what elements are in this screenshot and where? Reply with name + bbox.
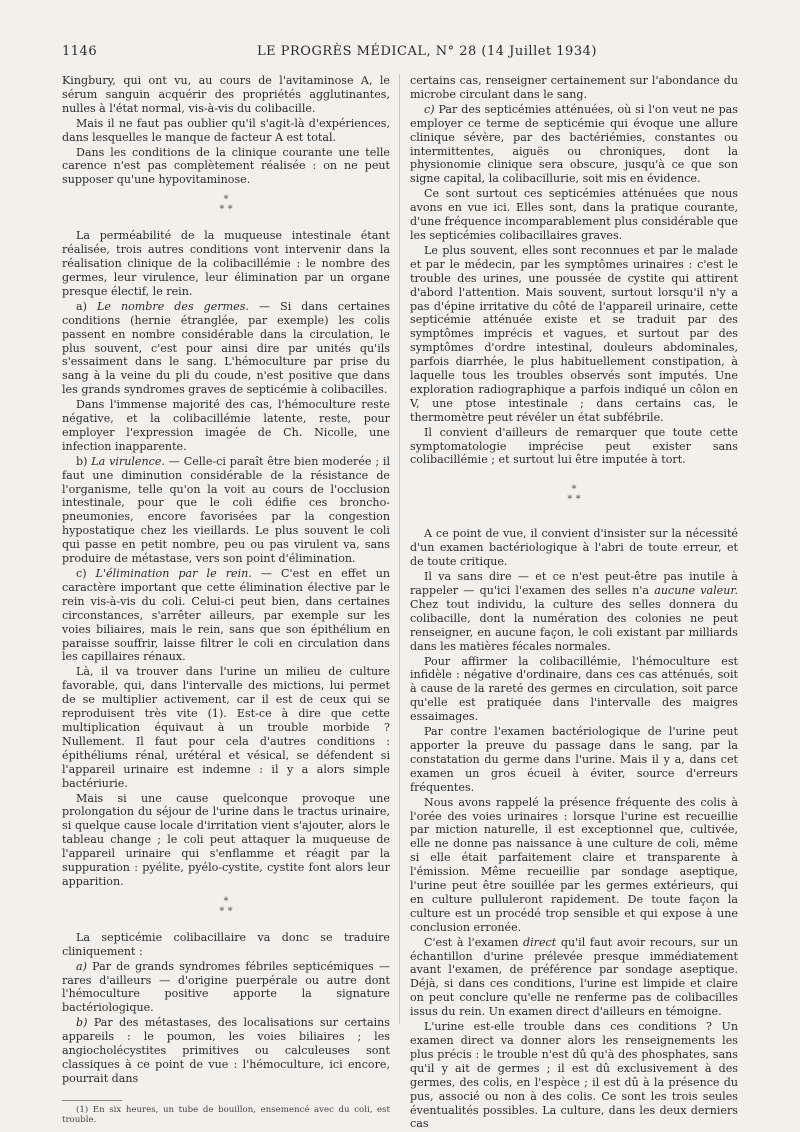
- paragraph: Dans l'immense majorité des cas, l'hémoculture reste négative, et la colibacillémie latente, reste, pour employer l'expression imagée de Ch. Nicolle, une infection inapparente.: [62, 398, 390, 453]
- footnote-rule: [62, 1100, 122, 1101]
- paragraph: A ce point de vue, il convient d'insister sur la nécessité d'un examen bactériologique à l'abri de toute erreur, et de toute critique.: [410, 527, 738, 569]
- paragraph: [410, 936, 738, 1019]
- page-header: [62, 44, 742, 62]
- text-run: C'est à l'examen: [424, 935, 524, 949]
- item-label: b): [76, 1016, 94, 1030]
- left-column: [62, 74, 390, 1127]
- paragraph: La septicémie colibacillaire va donc se traduire cliniquement :: [62, 930, 390, 958]
- paragraph: Mais si une cause quelconque provoque une prolongation du séjour de l'urine dans le tractus urinaire, si quelque cause locale d'irritation vient s'ajouter, alors le tableau change ; le coli peut attaquer la muqueuse de l'appareil urinaire qui s'enflamme et réagit par la suppuration : pyélite, pyélo-cystite, cystite font alors leur apparition.: [62, 791, 390, 888]
- paragraph: [62, 1016, 390, 1086]
- item-text: — Si dans certaines conditions (hernie étranglée, par exemple) les colis passent en nombre considérable dans la circulation, le plus souvent, c'est pour ainsi dire par unités qu'ils s'essaiment dans le sang. L'hémoculture par prise du sang à la veine du pli du coude, n'est positive que dans les grands syndromes graves de septicémie à colibacilles.: [62, 299, 390, 397]
- paragraph: Mais il ne faut pas oublier qu'il s'agit-là d'expériences, dans lesquelles le manque de facteur A est total.: [62, 116, 390, 144]
- running-title: LE PROGRÈS MÉDICAL, N° 28 (14 Juillet 1934): [257, 44, 597, 59]
- paragraph: Il convient d'ailleurs de remarquer que toute cette symptomatologie imprécise peut exister sans colibacillémie ; et surtout lui être imputée à tort.: [410, 425, 738, 467]
- paragraph: Dans les conditions de la clinique courante une telle carence n'est pas complètement réalisée : on ne peut supposer qu'une hypovitaminose.: [62, 145, 390, 187]
- paragraph: [62, 567, 390, 664]
- column-divider: [399, 74, 400, 1024]
- text-run: Chez tout individu, la culture des selles donnera du colibacille, dont la numération des colonies ne peut renseigner, en aucune façon, le coli existant par milliards dans les matières fécales normales.: [410, 597, 738, 653]
- paragraph: La perméabilité de la muqueuse intestinale étant réalisée, trois autres conditions vont intervenir dans la réalisation clinique de la colibacillémie : le nombre des germes, leur virulence, leur élimination par un organe presque électif, le rein.: [62, 229, 390, 298]
- emphasis: direct: [523, 935, 557, 949]
- item-label: a): [76, 959, 93, 973]
- section-separator: * * *: [219, 895, 233, 917]
- item-label: c): [424, 102, 439, 116]
- item-title: Le nombre des germes.: [96, 299, 249, 313]
- section-separator: * * *: [219, 194, 233, 216]
- item-title: La virulence.: [91, 454, 165, 468]
- item-text: Par des métastases, des localisations sur certains appareils : le poumon, les voies biliaires ; les angiocholécystites primitives ou calculeuses sont classiques à ce point de vue : l'hémoculture, ici encore, pourrait dans: [62, 1016, 390, 1085]
- paragraph: Le plus souvent, elles sont reconnues et par le malade et par le médecin, par les symptômes urinaires : c'est le trouble des urines, une poussée de cystite qui attirent d'abord l'attention. Mais souvent, surtout lorsqu'il n'y a pas d'épine irritative du côté de l'appareil urinaire, cette septicémie atténuée existe et se traduit par des symptômes imprécis et vagues, et surtout par des symptômes d'ordre intestinal, douleurs abdominales, parfois diarrhée, le plus habituellement constipation, à laquelle tous les troubles observés sont imputés. Une exploration radiographique a parfois indiqué un côlon en V, une ptose intestinale ; dans certains cas, le thermomètre peut révéler un état subfébrile.: [410, 243, 738, 424]
- paragraph: Pour affirmer la colibacillémie, l'hémoculture est infidèle : négative d'ordinaire, dans ces cas atténués, soit à cause de la rareté des germes en circulation, soit parce qu'elle est pratiquée dans l'intervalle des maigres essaimages.: [410, 654, 738, 724]
- text-run: Il va sans dire — et ce n'est peut-être pas inutile à rappeler — qu'ici l'examen des selles n'a: [410, 570, 738, 597]
- item-text: Par de grands syndromes fébriles septicémiques — rares d'ailleurs — d'origine puerpérale ou autre dont l'hémoculture positive apporte la signature bactériologique.: [62, 959, 391, 1015]
- paragraph: [62, 455, 390, 566]
- text-run: qu'il faut avoir recours, sur un échantillon d'urine prélevée presque immédiatement avant l'examen, de préférence par sondage aseptique. Déjà, si dans ces conditions, l'urine est limpide et claire on peut conclure qu'elle ne renferme pas de colibacilles issus du rein. Un examen direct d'ailleurs en témoigne.: [410, 935, 738, 1019]
- page-number: 1146: [62, 44, 98, 59]
- item-title: L'élimination par le rein.: [95, 567, 252, 580]
- paragraph: Ce sont surtout ces septicémies atténuées que nous avons en vue ici. Elles sont, dans la pratique courante, d'une fréquence incomparablement plus considérable que les septicémies colibacillaires graves.: [410, 187, 738, 242]
- paragraph: [410, 570, 738, 653]
- paragraph: Là, il va trouver dans l'urine un milieu de culture favorable, qui, dans l'intervalle des mictions, lui permet de se multiplier activement, car il est de ceux qui se reproduisent très vite (1). Est-ce à dire que cette multiplication équivaut à un trouble morbide ? Nullement. Il faut pour cela d'autres conditions : épithéliums rénal, urétéral et vésical, se défendent si l'appareil urinaire est indemne : il y a alors simple bactériurie.: [62, 665, 390, 790]
- paragraph: Kingbury, qui ont vu, au cours de l'avitaminose A, le sérum sanguin acquérir des propriétés agglutinantes, nulles à l'état normal, vis-à-vis du colibacille.: [62, 74, 390, 115]
- section-separator: * * *: [567, 484, 581, 506]
- item-label: b): [76, 454, 92, 468]
- item-label: a): [76, 299, 97, 313]
- paragraph: [62, 960, 390, 1016]
- paragraph: Nous avons rappelé la présence fréquente des colis à l'orée des voies urinaires : lorsque l'urine est recueillie par miction naturelle, il est exceptionnel que, cultivée, elle ne donne pas naissance à une culture de coli, même si elle était parfaitement claire et transparente à l'émission. Même recueillie par sondage aseptique, l'urine peut être souillée par les germes extérieurs, qui en culture pulluleront rapidement. De toute façon la culture est un procédé trop sensible et qui expose à une conclusion erronée.: [410, 795, 738, 934]
- item-label: c): [76, 567, 96, 580]
- item-text: Par des septicémies atténuées, où si l'on veut ne pas employer ce terme de septicémie qui évoque une allure clinique sévère, par des bactériémies, constantes ou intermittentes, aiguës ou chroniques, dont la physionomie clinique sera obscure, jusqu'à ce que son signe capital, la colibacillurie, soit mis en évidence.: [410, 102, 738, 186]
- footnote: (1) En six heures, un tube de bouillon, ensemencé avec du coli, est trouble.: [62, 1104, 390, 1126]
- emphasis: aucune valeur.: [654, 584, 739, 597]
- item-text: — C'est en effet un caractère important que cette élimination élective par le rein vis-à-vis du coli. Celui-ci peut bien, dans certaines circonstances, s'arrêter ailleurs, par exemple sur les voies biliaires, mais le rein, sans que son épithélium en paraisse souffrir, laisse filtrer le coli en circulation dans les capillaires rénaux.: [62, 567, 390, 664]
- paragraph: [62, 300, 390, 397]
- item-text: — Celle-ci paraît être bien moderée ; il faut une diminution considérable de la résistance de l'organisme, telle qu'on la voit au cours de l'occlusion intestinale, pour que le coli édifie ces broncho-pneumonies, encore favorisées par la congestion hypostatique chez les vieillards. Le plus souvent le coli qui passe en petit nombre, peu ou pas virulent va, sans produire de métastase, vers son point d'élimination.: [62, 454, 390, 566]
- paragraph: certains cas, renseigner certainement sur l'abondance du microbe circulant dans le sang.: [410, 74, 738, 101]
- paragraph: L'urine est-elle trouble dans ces conditions ? Un examen direct va donner alors les renseignements les plus précis : le trouble n'est dû qu'à des phosphates, sans qu'il y ait de germes ; il est dû exclusivement à des germes, des colis, en l'espèce ; il est dû à la présence du pus, associé ou non à des colis. Ce sont les trois seules éventualités possibles. La culture, dans les deux derniers cas: [410, 1020, 738, 1131]
- paragraph: Par contre l'examen bactériologique de l'urine peut apporter la preuve du passage dans le sang, par la constatation du germe dans l'urine. Mais il y a, dans cet examen un gros écueil à éviter, source d'erreurs fréquentes.: [410, 725, 738, 794]
- right-column: [410, 74, 738, 1132]
- paragraph: [410, 103, 738, 186]
